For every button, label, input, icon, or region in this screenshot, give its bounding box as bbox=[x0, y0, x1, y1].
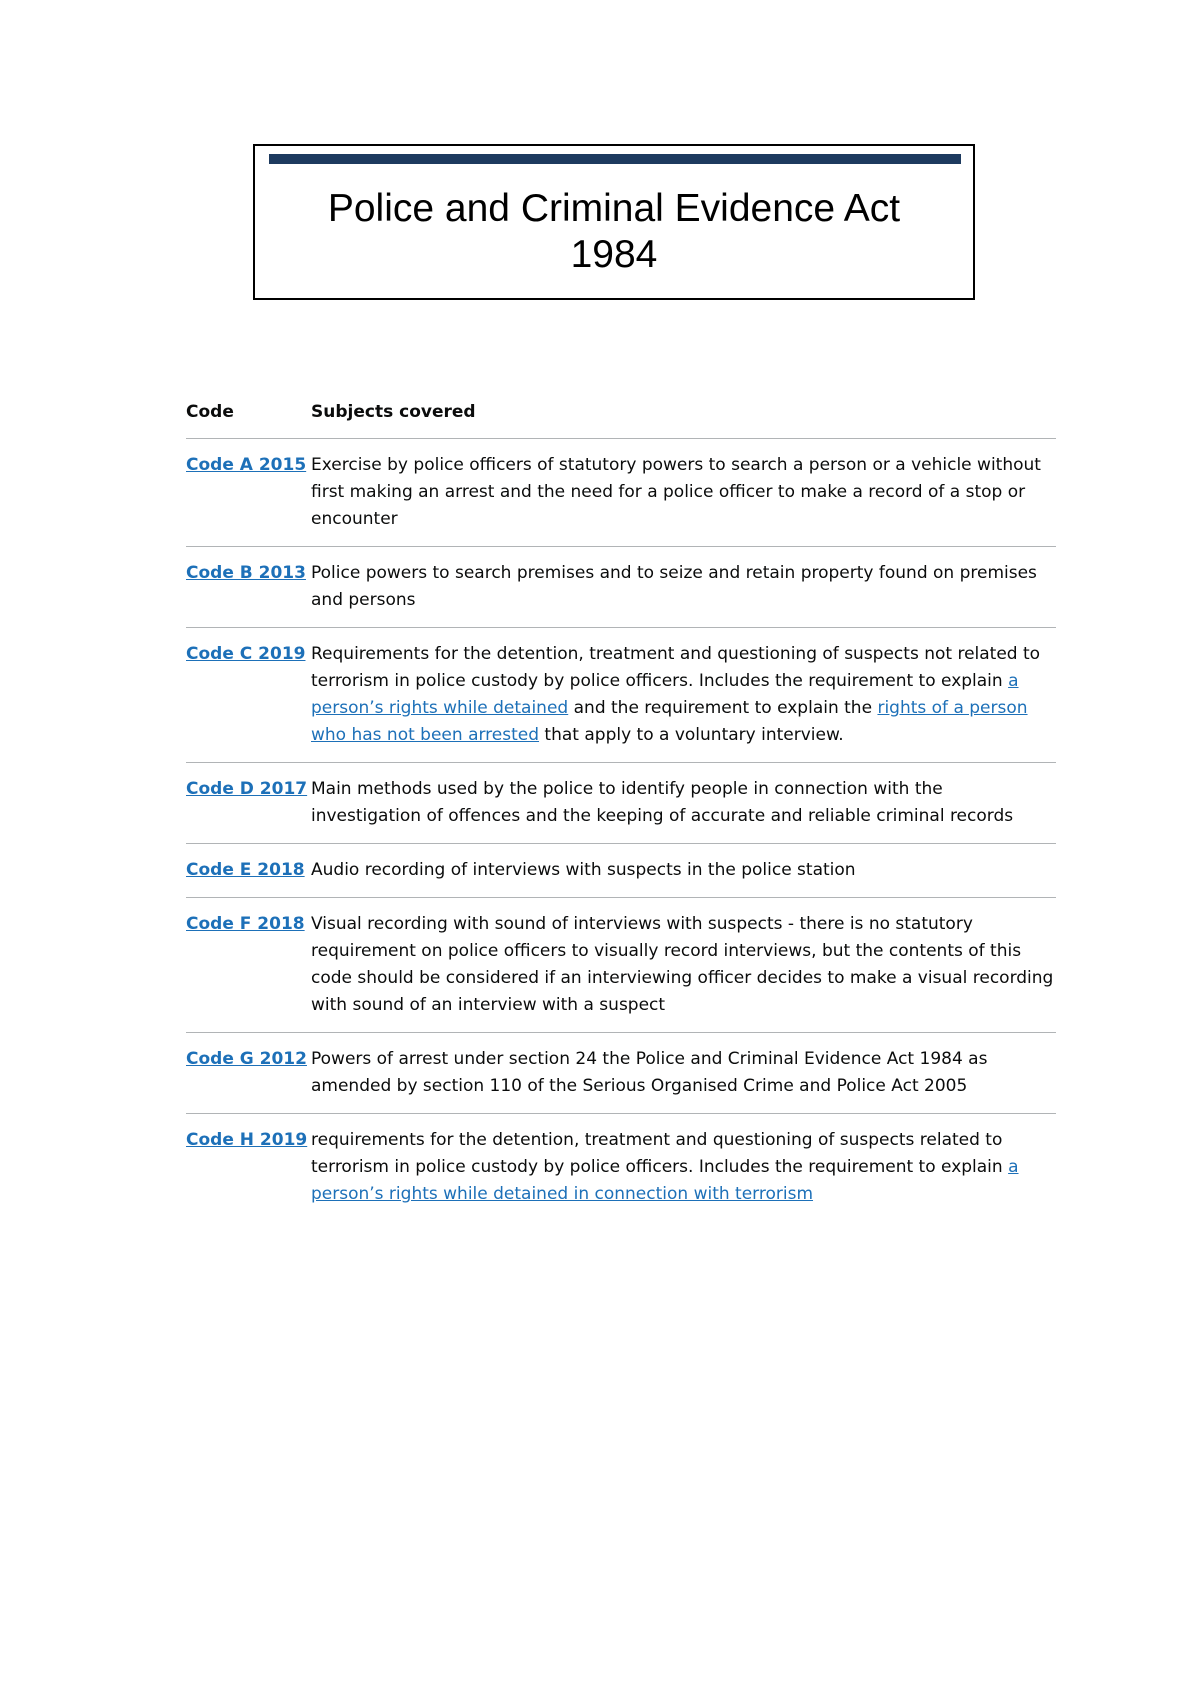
rights-not-arrested-link[interactable]: rights of a person who has not been arrested bbox=[311, 698, 1028, 745]
subject-text: Requirements for the detention, treatment and questioning of suspects not related to terrorism in police custody by police officers. Includes the requirement to explain bbox=[311, 644, 1041, 691]
table-row bbox=[186, 547, 1056, 628]
subject-text: that apply to a voluntary interview. bbox=[539, 725, 844, 745]
subject-cell: Main methods used by the police to identify people in connection with the investigation of offences and the keeping of accurate and reliable criminal records bbox=[311, 763, 1056, 844]
subject-text: and the requirement to explain the bbox=[568, 698, 878, 718]
code-e-link[interactable]: Code E 2018 bbox=[186, 860, 305, 880]
subject-text: requirements for the detention, treatment and questioning of suspects related to terrorism in police custody by police officers. Includes the requirement to explain bbox=[311, 1130, 1009, 1177]
column-header-subjects: Subjects covered bbox=[311, 392, 1056, 439]
code-c-link[interactable]: Code C 2019 bbox=[186, 644, 306, 664]
subject-cell bbox=[311, 628, 1056, 763]
subject-cell bbox=[311, 1114, 1056, 1222]
document-title: Police and Criminal Evidence Act 1984 bbox=[327, 187, 901, 276]
table-row bbox=[186, 439, 1056, 547]
subject-cell: Visual recording with sound of interviews with suspects - there is no statutory requirement on police officers to visually record interviews, but the contents of this code should be considered if an interviewing officer decides to make a visual recording with sound of an interview with a suspect bbox=[311, 898, 1056, 1033]
table-row bbox=[186, 628, 1056, 763]
code-b-link[interactable]: Code B 2013 bbox=[186, 563, 306, 583]
codes-table bbox=[186, 392, 1056, 1221]
table-header-row bbox=[186, 392, 1056, 439]
code-f-link[interactable]: Code F 2018 bbox=[186, 914, 305, 934]
table-row bbox=[186, 1033, 1056, 1114]
code-h-link[interactable]: Code H 2019 bbox=[186, 1130, 308, 1150]
code-g-link[interactable]: Code G 2012 bbox=[186, 1049, 307, 1069]
title-accent-bar bbox=[269, 154, 961, 164]
subject-cell: Police powers to search premises and to seize and retain property found on premises and persons bbox=[311, 547, 1056, 628]
subject-cell: Exercise by police officers of statutory powers to search a person or a vehicle without first making an arrest and the need for a police officer to make a record of a stop or encounter bbox=[311, 439, 1056, 547]
title-box bbox=[253, 144, 975, 300]
table-row bbox=[186, 1114, 1056, 1222]
subject-cell: Powers of arrest under section 24 the Police and Criminal Evidence Act 1984 as amended by section 110 of the Serious Organised Crime and Police Act 2005 bbox=[311, 1033, 1056, 1114]
table-row bbox=[186, 898, 1056, 1033]
table-row bbox=[186, 763, 1056, 844]
rights-detained-terrorism-link[interactable]: a person’s rights while detained in connection with terrorism bbox=[311, 1157, 1019, 1204]
table-row bbox=[186, 844, 1056, 898]
code-d-link[interactable]: Code D 2017 bbox=[186, 779, 308, 799]
subject-cell: Audio recording of interviews with suspects in the police station bbox=[311, 844, 1056, 898]
rights-while-detained-link[interactable]: a person’s rights while detained bbox=[311, 671, 1019, 718]
column-header-code: Code bbox=[186, 392, 311, 439]
code-a-link[interactable]: Code A 2015 bbox=[186, 455, 307, 475]
